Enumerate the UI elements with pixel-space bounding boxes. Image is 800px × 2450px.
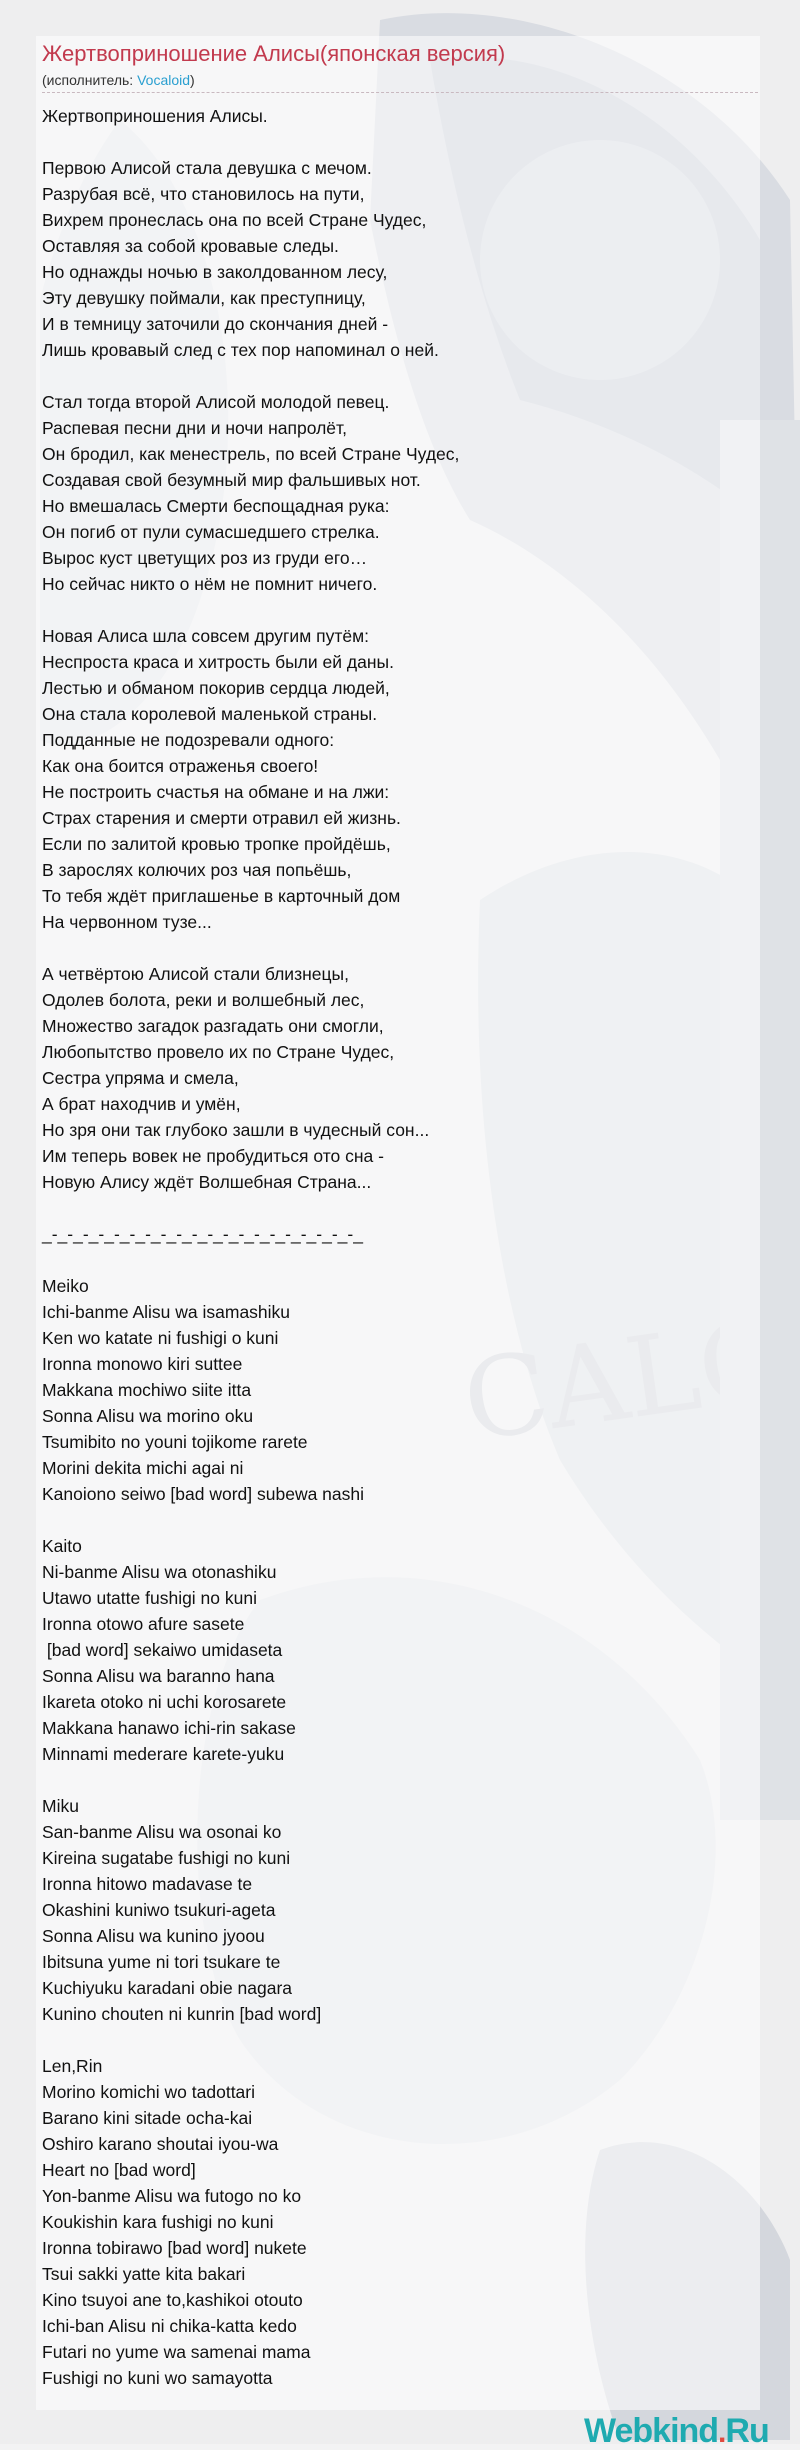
lyric-line: Лестью и обманом покорив сердца людей, (42, 678, 390, 698)
lyric-line: А четвёртою Алисой стали близнецы, (42, 964, 349, 984)
lyric-line: Makkana hanawo ichi-rin sakase (42, 1718, 296, 1738)
lyric-line: Ironna otowo afure sasete (42, 1614, 245, 1634)
lyric-line: Koukishin kara fushigi no kuni (42, 2212, 274, 2232)
lyric-line (42, 129, 762, 155)
lyric-line: То тебя ждёт приглашенье в карточный дом (42, 886, 401, 906)
logo-tld: Ru (725, 2412, 769, 2450)
lyric-line: Ironna hitowo madavase te (42, 1874, 253, 1894)
lyric-line: Kunino chouten ni kunrin [bad word] (42, 2004, 322, 2024)
lyric-line: Ibitsuna yume ni tori tsukare te (42, 1952, 281, 1972)
lyric-line: Как она боится отраженья своего! (42, 756, 319, 776)
lyric-line: Meiko (42, 1276, 89, 1296)
lyric-line: Ironna tobirawo [bad word] nukete (42, 2238, 307, 2258)
lyric-line: Ikareta otoko ni uchi korosarete (42, 1692, 287, 1712)
lyric-line: Первою Алисой стала девушка с мечом. (42, 158, 372, 178)
lyric-line: Стал тогда второй Алисой молодой певец. (42, 392, 390, 412)
lyric-line: Одолев болота, реки и волшебный лес, (42, 990, 365, 1010)
logo-main: Webkind (584, 2412, 719, 2450)
lyric-line: [bad word] sekaiwo umidaseta (42, 1640, 283, 1660)
lyric-line: И в темницу заточили до скончания дней - (42, 314, 389, 334)
lyric-line: Kireina sugatabe fushigi no kuni (42, 1848, 291, 1868)
lyric-line: Sonna Alisu wa morino oku (42, 1406, 254, 1426)
lyric-line: _-_-_-_-_-_-_-_-_-_-_-_-_-_-_-_-_-_-_-_-_ (42, 1224, 363, 1244)
lyric-line: Лишь кровавый след с тех пор напоминал о ней. (42, 340, 439, 360)
lyric-line: Новая Алиса шла совсем другим путём: (42, 626, 369, 646)
lyric-line: San-banme Alisu wa osonai ko (42, 1822, 282, 1842)
artist-suffix: ) (190, 72, 195, 88)
lyric-line: Эту девушку поймали, как преступницу, (42, 288, 366, 308)
lyric-line: В зарослях колючих роз чая попьёшь, (42, 860, 352, 880)
lyric-line: Распевая песни дни и ночи напролёт, (42, 418, 347, 438)
lyric-line: Kuchiyuku karadani obie nagara (42, 1978, 293, 1998)
lyric-line: Tsumibito no youni tojikome rarete (42, 1432, 308, 1452)
lyrics-body (42, 103, 762, 2391)
lyric-line: Sonna Alisu wa baranno hana (42, 1666, 275, 1686)
lyric-line: Len,Rin (42, 2056, 103, 2076)
lyric-line: А брат находчив и умён, (42, 1094, 241, 1114)
lyric-line: Подданные не подозревали одного: (42, 730, 335, 750)
lyric-line: Он бродил, как менестрель, по всей Стране Чудес, (42, 444, 460, 464)
lyric-line: Barano kini sitade ocha-kai (42, 2108, 253, 2128)
lyric-line: Okashini kuniwo tsukuri-ageta (42, 1900, 276, 1920)
lyric-line: Futari no yume wa samenai mama (42, 2342, 311, 2362)
lyric-line: Morino komichi wo tadottari (42, 2082, 255, 2102)
lyric-line (42, 1507, 762, 1533)
lyric-line: Morini dekita michi agai ni (42, 1458, 244, 1478)
lyric-line: Она стала королевой маленькой страны. (42, 704, 378, 724)
lyric-line: Но однажды ночью в заколдованном лесу, (42, 262, 388, 282)
lyric-line: Ni-banme Alisu wa otonashiku (42, 1562, 277, 1582)
lyric-line (42, 363, 762, 389)
site-logo[interactable] (584, 2414, 769, 2450)
lyric-line: Неспроста краса и хитрость были ей даны. (42, 652, 394, 672)
lyric-line: Но сейчас никто о нём не помнит ничего. (42, 574, 378, 594)
lyric-line: На червонном тузе... (42, 912, 212, 932)
lyric-line: Utawo utatte fushigi no kuni (42, 1588, 257, 1608)
lyric-line: Minnami mederare karete-yuku (42, 1744, 285, 1764)
lyric-line (42, 2027, 762, 2053)
lyric-line: Kino tsuyoi ane to,kashikoi otouto (42, 2290, 303, 2310)
logo-dot: . (718, 2416, 726, 2449)
lyric-line (42, 597, 762, 623)
lyric-line: Им теперь вовек не пробудиться ото сна - (42, 1146, 384, 1166)
artist-prefix: (исполнитель: (42, 72, 138, 88)
lyric-line: Вырос куст цветущих роз из груди его… (42, 548, 368, 568)
lyric-line: Страх старения и смерти отравил ей жизнь. (42, 808, 401, 828)
lyric-line: Ichi-banme Alisu wa isamashiku (42, 1302, 291, 1322)
lyric-line: Множество загадок разгадать они смогли, (42, 1016, 384, 1036)
lyric-line: Если по залитой кровью тропке пройдёшь, (42, 834, 391, 854)
lyric-line: Но зря они так глубоко зашли в чудесный сон... (42, 1120, 430, 1140)
lyric-line: Sonna Alisu wa kunino jyoou (42, 1926, 265, 1946)
lyric-line: Вихрем пронеслась она по всей Стране Чудес, (42, 210, 427, 230)
lyric-line: Оставляя за собой кровавые следы. (42, 236, 339, 256)
lyric-line: Жертвоприношения Алисы. (42, 106, 268, 126)
lyric-line: Heart no [bad word] (42, 2160, 196, 2180)
lyric-line (42, 1195, 762, 1221)
lyric-line: Любопытство провело их по Стране Чудес, (42, 1042, 395, 1062)
lyric-line: Создавая свой безумный мир фальшивых нот. (42, 470, 421, 490)
artist-line (42, 70, 762, 90)
lyric-line: Ironna monowo kiri suttee (42, 1354, 243, 1374)
lyric-line (42, 1767, 762, 1793)
lyric-line (42, 935, 762, 961)
lyric-line: Разрубая всё, что становилось на пути, (42, 184, 365, 204)
song-title: Жертвоприношение Алисы(японская версия) (42, 41, 506, 66)
lyric-line: Yon-banme Alisu wa futogo no ko (42, 2186, 302, 2206)
lyric-line: Не построить счастья на обмане и на лжи: (42, 782, 390, 802)
lyric-line: Miku (42, 1796, 79, 1816)
lyric-line: Ken wo katate ni fushigi o kuni (42, 1328, 279, 1348)
lyric-line: Сестра упряма и смела, (42, 1068, 239, 1088)
lyric-line (42, 1247, 762, 1273)
lyric-line: Oshiro karano shoutai iyou-wa (42, 2134, 279, 2154)
lyric-line: Новую Алису ждёт Волшебная Страна... (42, 1172, 372, 1192)
song-page (42, 40, 762, 2391)
lyric-line: Он погиб от пули сумасшедшего стрелка. (42, 522, 380, 542)
lyric-line: Tsui sakki yatte kita bakari (42, 2264, 246, 2284)
artist-link[interactable]: Vocaloid (137, 72, 191, 88)
lyric-line: Ichi-ban Alisu ni chika-katta kedo (42, 2316, 297, 2336)
lyric-line: Но вмешалась Смерти беспощадная рука: (42, 496, 390, 516)
lyric-line: Fushigi no kuni wo samayotta (42, 2368, 273, 2388)
title-divider (42, 92, 758, 93)
lyric-line: Makkana mochiwo siite itta (42, 1380, 252, 1400)
lyric-line: Kaito (42, 1536, 82, 1556)
lyric-line: Kanoiono seiwo [bad word] subewa nashi (42, 1484, 365, 1504)
